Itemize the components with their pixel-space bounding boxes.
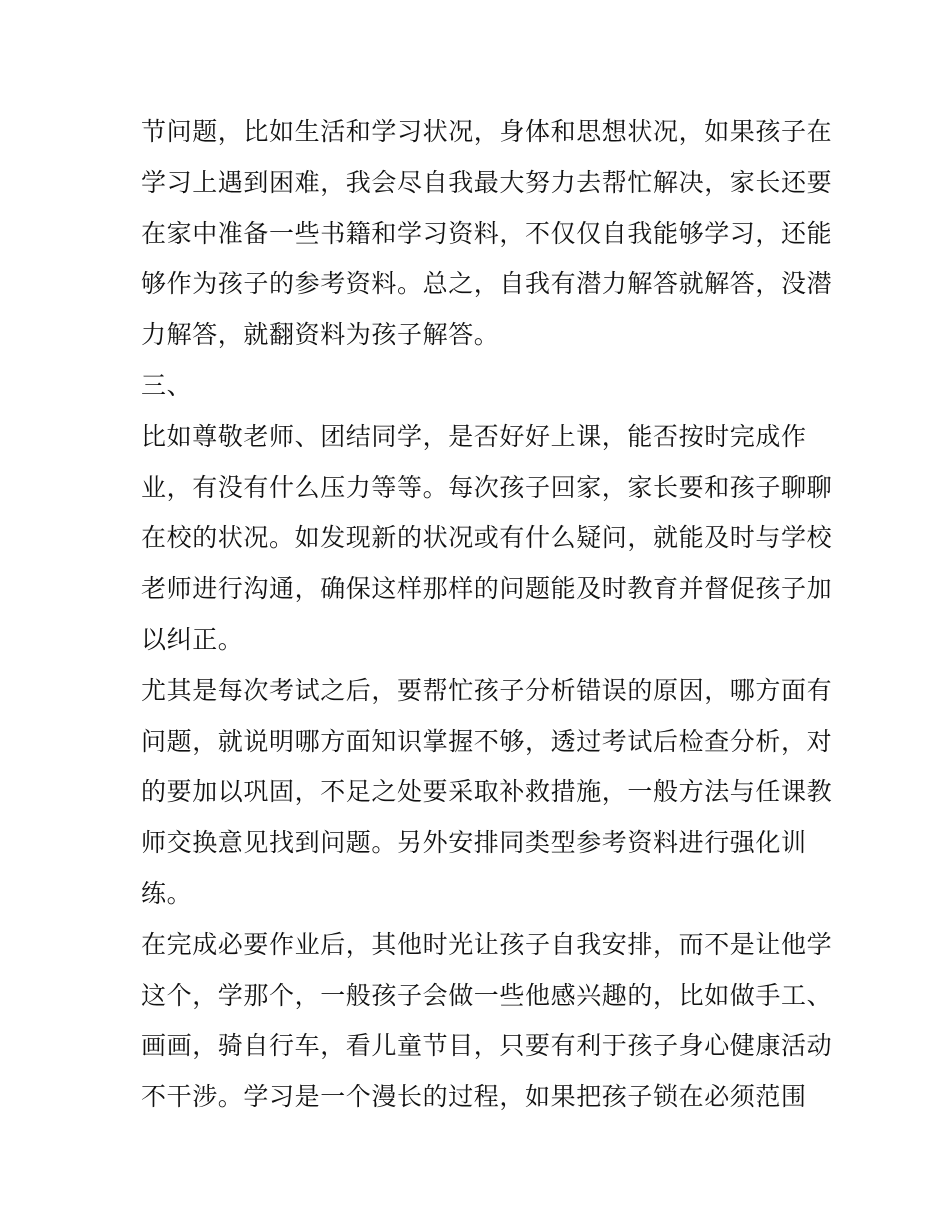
text-line: 比如尊敬老师、团结同学，是否好好上课，能否按时完成作 [141,421,807,451]
text-line: 画画，骑自行车，看儿童节目，只要有利于孩子身心健康活动 [141,1031,833,1061]
text-line: 的要加以巩固，不足之处要采取补救措施，一般方法与任课教 [141,777,833,807]
text-line: 这个，学那个，一般孩子会做一些他感兴趣的，比如做手工、 [141,980,833,1010]
text-line: 力解答，就翻资料为孩子解答。 [141,320,500,350]
text-line: 在校的状况。如发现新的状况或有什么疑问，就能及时与学校 [141,523,833,553]
text-line: 学习上遇到困难，我会尽自我最大努力去帮忙解决，家长还要 [141,167,833,197]
text-line: 不干涉。学习是一个漫长的过程，如果把孩子锁在必须范围 [141,1082,807,1112]
document-body-text [141,107,833,1123]
text-line: 够作为孩子的参考资料。总之，自我有潜力解答就解答，没潜 [141,269,833,299]
text-line: 老师进行沟通，确保这样那样的问题能及时教育并督促孩子加 [141,574,833,604]
text-line: 业，有没有什么压力等等。每次孩子回家，家长要和孩子聊聊 [141,472,833,502]
text-line: 在完成必要作业后，其他时光让孩子自我安排，而不是让他学 [141,929,833,959]
text-line: 以纠正。 [141,624,244,654]
text-line: 尤其是每次考试之后，要帮忙孩子分析错误的原因，哪方面有 [141,675,833,705]
text-line: 问题，就说明哪方面知识掌握不够，透过考试后检查分析，对 [141,726,833,756]
text-line: 节问题，比如生活和学习状况，身体和思想状况，如果孩子在 [141,117,833,146]
section-heading: 三、 [141,370,193,400]
text-line: 练。 [141,878,193,908]
text-line: 在家中准备一些书籍和学习资料，不仅仅自我能够学习，还能 [141,218,833,248]
text-line: 师交换意见找到问题。另外安排同类型参考资料进行强化训 [141,828,807,858]
